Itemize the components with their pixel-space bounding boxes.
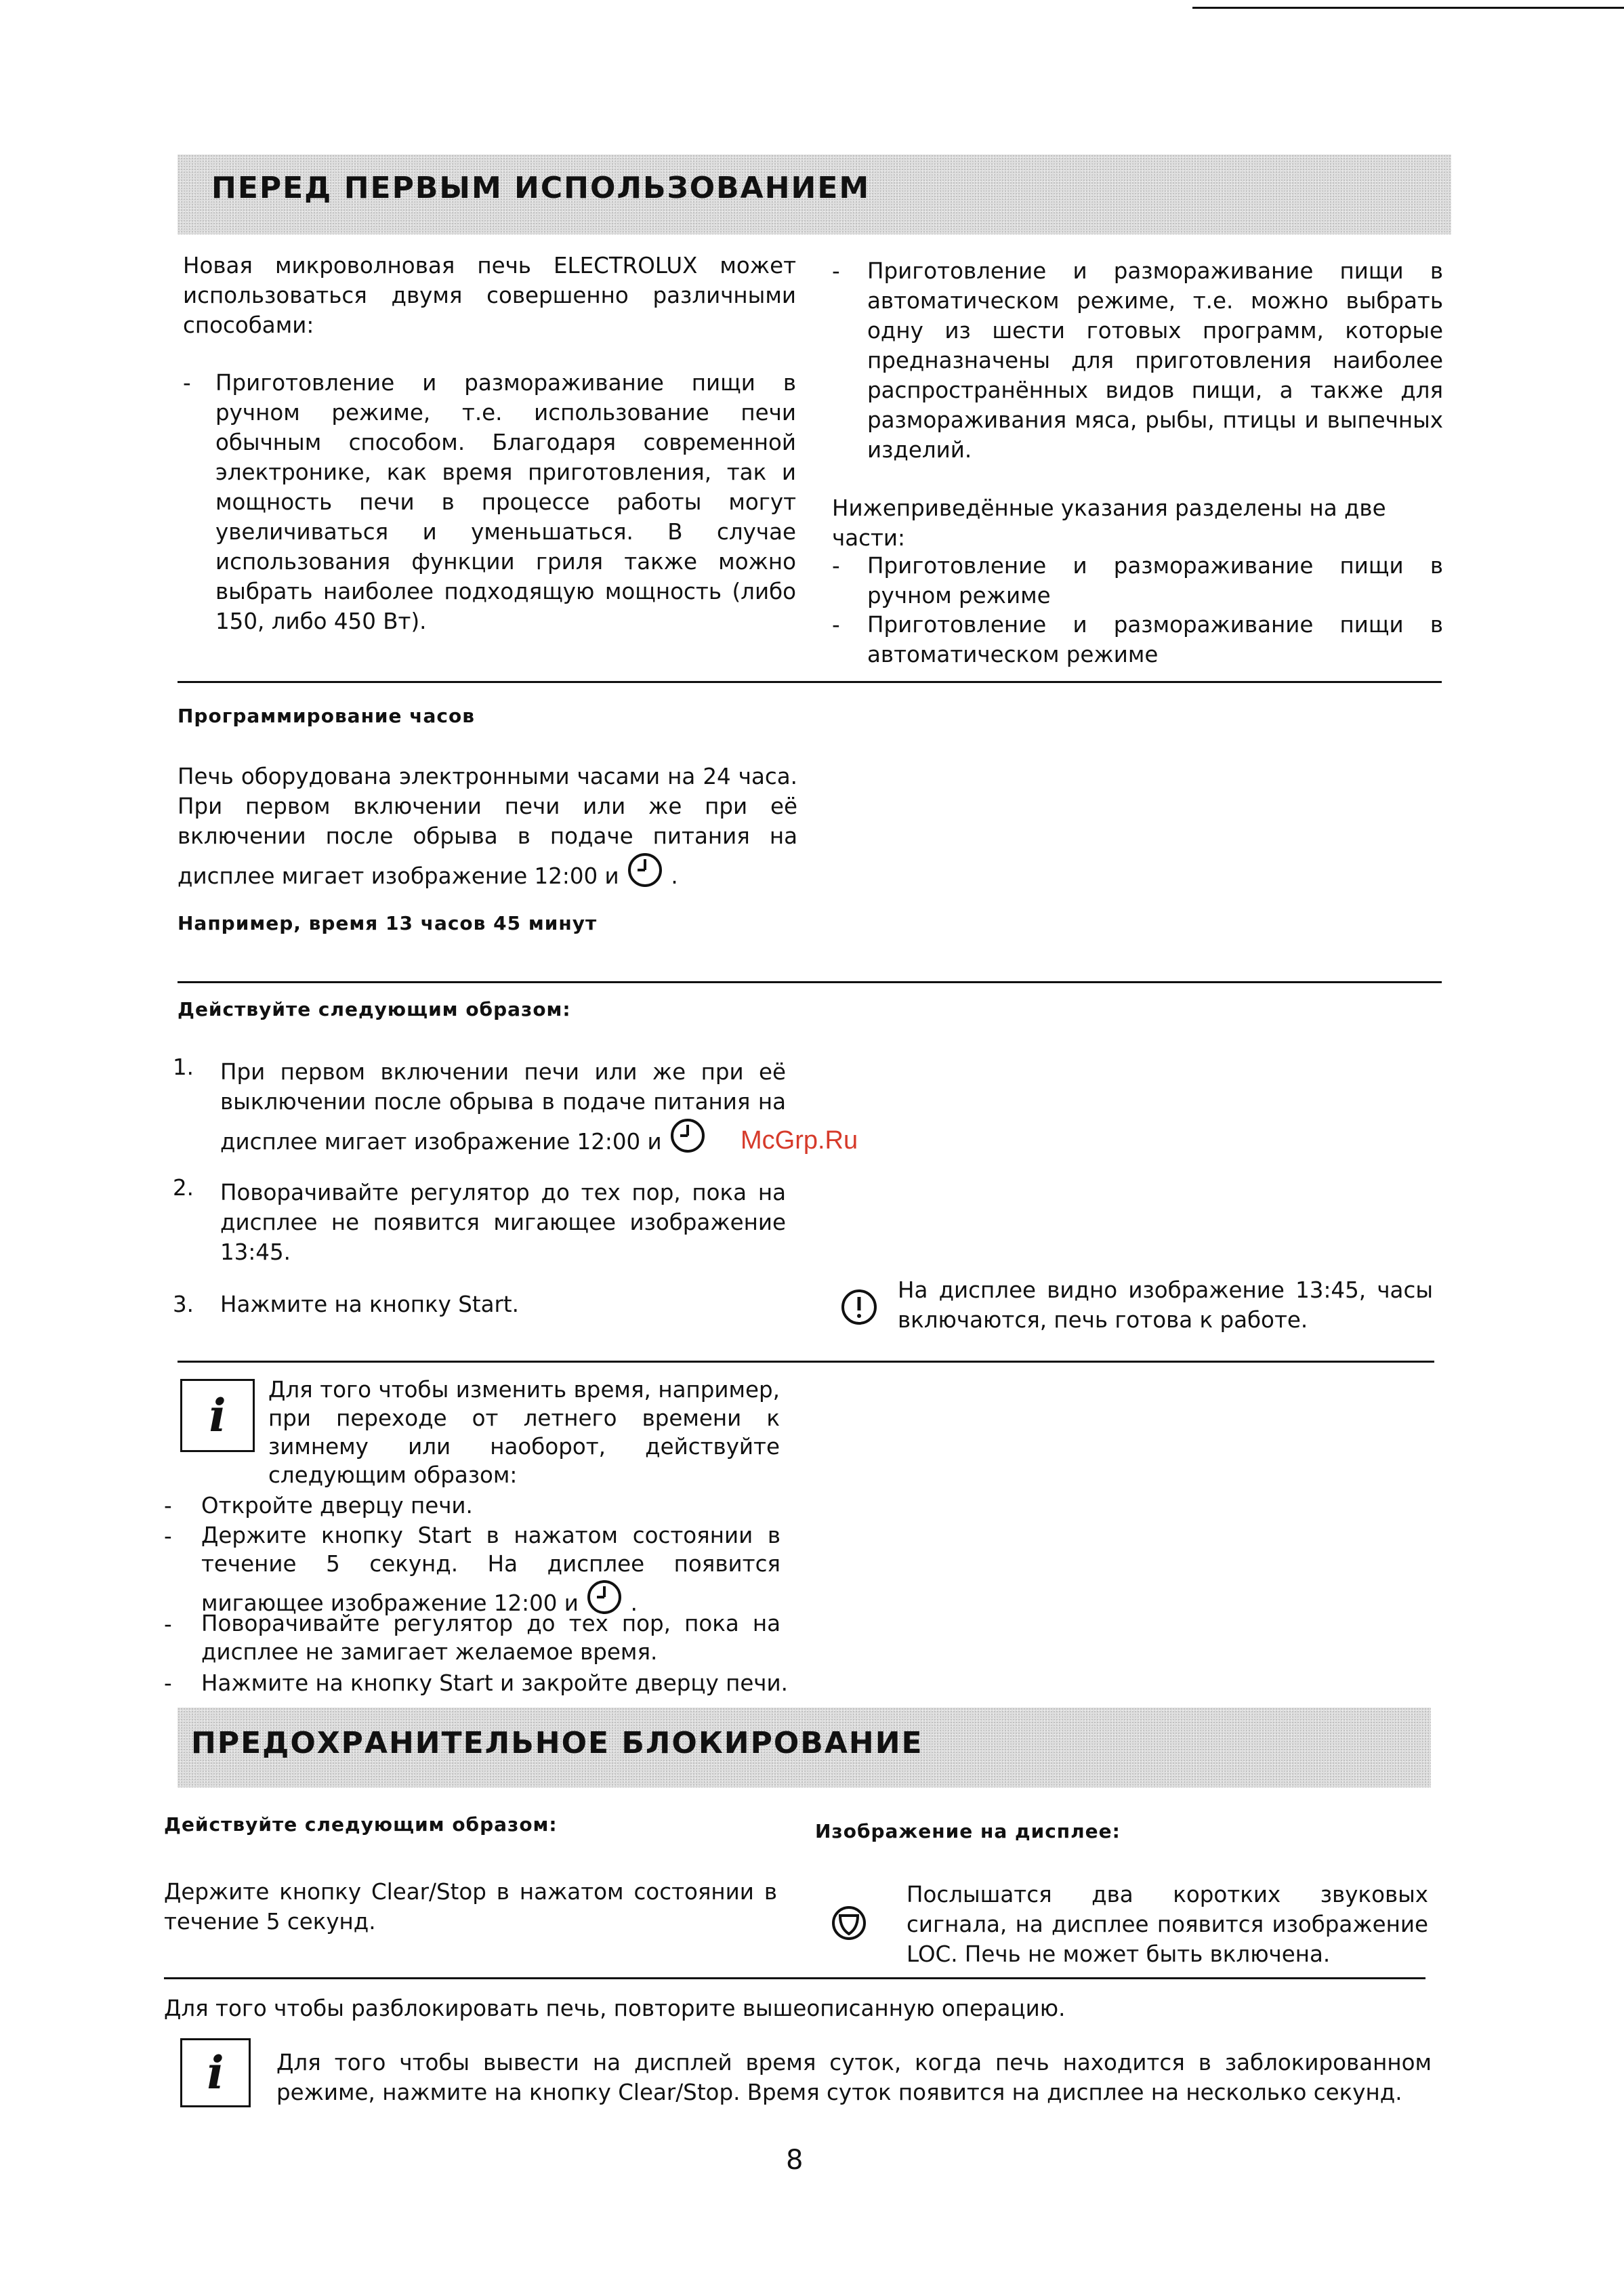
page-number: 8 bbox=[786, 2145, 804, 2176]
step-number: 2. bbox=[173, 1175, 194, 1201]
page-title: ПЕРЕД ПЕРВЫМ ИСПОЛЬЗОВАНИЕМ bbox=[211, 171, 871, 205]
clock-action-heading: Действуйте следующим образом: bbox=[178, 998, 571, 1020]
clock-result: На дисплее видно изображение 13:45, часы включаются, печь готова к работе. bbox=[898, 1277, 1433, 1333]
clock-paragraph-text: Печь оборудована электронными часами на 24 часа. При первом включении печи или же при её включении после обрыва в подаче питания на дисплее мигает изображение 12:00 и bbox=[178, 764, 797, 889]
intro-paragraph: Новая микроволновая печь ELECTROLUX может использоваться двумя совершенно различными способами: bbox=[183, 253, 796, 338]
shield-icon bbox=[830, 1904, 868, 1945]
intro-auto-mode-item: Приготовление и размораживание пищи в автоматическом режиме, т.е. можно выбрать одну из шести готовых программ, которые предназначены для приготовления наиболее распространённых видов пищи, а также для размораживания мяса, рыбы, птицы и выпечных изделий. bbox=[867, 258, 1443, 463]
divider bbox=[178, 1361, 1434, 1363]
divider bbox=[178, 981, 1442, 983]
lock-left-heading: Действуйте следующим образом: bbox=[164, 1813, 558, 1836]
step-number: 3. bbox=[173, 1292, 194, 1317]
info-step: Нажмите на кнопку Start и закройте дверцу печи. bbox=[201, 1670, 788, 1696]
info-change-time-intro: Для того чтобы изменить время, например, при переходе от летнего времени к зимнему или наоборот, действуйте следующим образом: bbox=[268, 1377, 780, 1488]
clock-icon bbox=[626, 851, 664, 896]
bullet-dash: - bbox=[832, 258, 840, 284]
info-clock-display-text: Для того чтобы вывести на дисплей время суток, когда печь находится в заблокированном режиме, нажмите на кнопку Clear/Stop. Время суток появится на дисплее на несколько секунд. bbox=[276, 2050, 1432, 2105]
lock-right-heading: Изображение на дисплее: bbox=[815, 1820, 1121, 1842]
top-edge-line bbox=[1192, 7, 1624, 9]
step-number: 1. bbox=[173, 1054, 194, 1080]
info-icon: i bbox=[180, 1379, 255, 1452]
bullet-dash: - bbox=[164, 1611, 172, 1637]
divider bbox=[178, 681, 1442, 683]
clock-heading: Программирование часов bbox=[178, 705, 475, 727]
unlock-text: Для того чтобы разблокировать печь, повторите вышеописанную операцию. bbox=[164, 1996, 1066, 2021]
info-step-text: Держите кнопку Start в нажатом состоянии в течение 5 секунд. На дисплее появится мигающее изображение 12:00 и bbox=[201, 1523, 780, 1616]
intro-parts-paragraph: Нижеприведённые указания разделены на две части: bbox=[832, 495, 1386, 551]
lock-title: ПРЕДОХРАНИТЕЛЬНОЕ БЛОКИРОВАНИЕ bbox=[191, 1726, 923, 1760]
watermark: McGrp.Ru bbox=[741, 1126, 858, 1155]
clock-example: Например, время 13 часов 45 минут bbox=[178, 912, 598, 934]
intro-manual-mode-item: Приготовление и размораживание пищи в ручном режиме, т.е. использование печи обычным способом. Благодаря современной электронике, как время приготовления, так и мощность печи в процессе работы могут увеличиваться и уменьшаться. В случае использования функции гриля также можно выбрать наиболее подходящую мощность (либо 150, либо 450 Вт). bbox=[215, 370, 796, 634]
bullet-dash: - bbox=[164, 1670, 172, 1696]
lock-display-text: Послышатся два коротких звуковых сигнала, на дисплее появится изображение LOC. Печь не может быть включена. bbox=[907, 1882, 1428, 1967]
clock-icon bbox=[669, 1117, 707, 1162]
parts-list-item: Приготовление и размораживание пищи в автоматическом режиме bbox=[867, 612, 1443, 667]
bullet-dash: - bbox=[183, 370, 191, 396]
warning-icon bbox=[840, 1286, 878, 1331]
bullet-dash: - bbox=[164, 1493, 172, 1519]
step-1-text: При первом включении печи или же при её выключении после обрыва в подаче питания на дисплее мигает изображение 12:00 и bbox=[220, 1059, 786, 1155]
lock-instruction: Держите кнопку Clear/Stop в нажатом состоянии в течение 5 секунд. bbox=[164, 1879, 777, 1935]
info-step: Откройте дверцу печи. bbox=[201, 1493, 473, 1519]
info-icon: i bbox=[180, 2038, 251, 2107]
bullet-dash: - bbox=[164, 1523, 172, 1549]
info-step: Держите кнопку Start в нажатом состоянии в течение 5 секунд. На дисплее появится мигающее изображение 12:00 и . bbox=[201, 1521, 780, 1623]
divider bbox=[164, 1977, 1425, 1979]
step-2: Поворачивайте регулятор до тех пор, пока на дисплее не появится мигающее изображение 13:45. bbox=[220, 1180, 786, 1265]
bullet-dash: - bbox=[832, 612, 840, 638]
parts-list-item: Приготовление и размораживание пищи в ручном режиме bbox=[867, 553, 1443, 608]
bullet-dash: - bbox=[832, 553, 840, 579]
step-3: Нажмите на кнопку Start. bbox=[220, 1292, 519, 1317]
step-1 bbox=[220, 1057, 786, 1162]
info-step: Поворачивайте регулятор до тех пор, пока на дисплее не замигает желаемое время. bbox=[201, 1611, 780, 1665]
clock-paragraph: Печь оборудована электронными часами на 24 часа. При первом включении печи или же при её включении после обрыва в подаче питания на дисплее мигает изображение 12:00 и . bbox=[178, 762, 797, 896]
